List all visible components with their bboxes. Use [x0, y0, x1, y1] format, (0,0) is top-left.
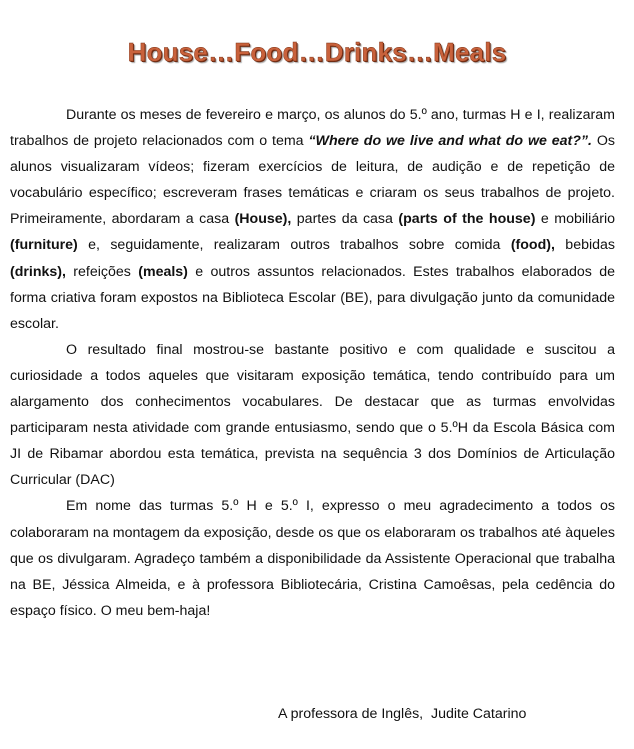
page-title: House…Food…Drinks…Meals: [127, 37, 507, 68]
theme-title: “Where do we live and what do we eat?”.: [308, 133, 592, 150]
emphasis-term: (parts of the house): [398, 211, 536, 228]
text-run: Em nome das turmas 5.º H e 5.º I, expresso o meu agradecimento a todos os colaboraram na montagem da exposição, desde os que os elaboraram os trabalhos até àqueles que os divulgaram. Agradeço também a disponibilidade da Assistente Operacional que trabalha na BE, Jéssica Almeida, e à professora Bibliotecária, Cristina Camoêsas, pela cedência do espaço físico. O meu bem-haja!: [10, 498, 615, 619]
signature: A professora de Inglês, Judite Catarino: [278, 706, 527, 722]
text-run: refeições: [65, 263, 139, 280]
article-body: [10, 102, 615, 624]
emphasis-term: (drinks),: [10, 263, 66, 280]
paragraph-3: [10, 493, 615, 623]
text-run: e, seguidamente, realizaram outros trabalhos sobre comida: [77, 237, 511, 254]
emphasis-term: (meals): [138, 263, 188, 280]
theme-emphasis: [308, 133, 592, 149]
text-run: Os alunos visualizaram vídeos; fizeram exercícios de leitura, de audição e de repetição de vocabulário específico; escreveram frases temáticas e criaram os seus trabalhos de projeto. Primeiramente, abordaram a casa: [10, 133, 615, 228]
text-run: O resultado final mostrou-se bastante positivo e com qualidade e suscitou a curiosidade a todos aqueles que visitaram exposição temática, tendo contribuído para um alargamento dos conhecimentos vocabulares. De destacar que as turmas envolvidas participaram nesta atividade com grande entusiasmo, sendo que o 5.ºH da Escola Básica com JI de Ribamar abordou esta temática, prevista na sequência 3 dos Domínios de Articulação Curricular (DAC): [10, 341, 615, 489]
paragraph-2: [10, 337, 615, 494]
text-run: bebidas: [554, 237, 615, 254]
text-run: partes da casa: [291, 211, 399, 228]
paragraph-1: [10, 102, 615, 337]
emphasis-term: (food),: [510, 237, 555, 254]
text-run: Durante os meses de fevereiro e março, os alunos do 5.º ano, turmas H e I, realizaram trabalhos de projeto relacionados com o tema: [10, 107, 615, 150]
emphasis-term: (furniture): [10, 237, 78, 254]
text-run: e outros assuntos relacionados. Estes trabalhos elaborados de forma criativa foram expostos na Biblioteca Escolar (BE), para divulgação junto da comunidade escolar.: [10, 263, 615, 332]
emphasis-term: (House),: [234, 211, 292, 228]
text-run: e mobiliário: [535, 211, 615, 228]
